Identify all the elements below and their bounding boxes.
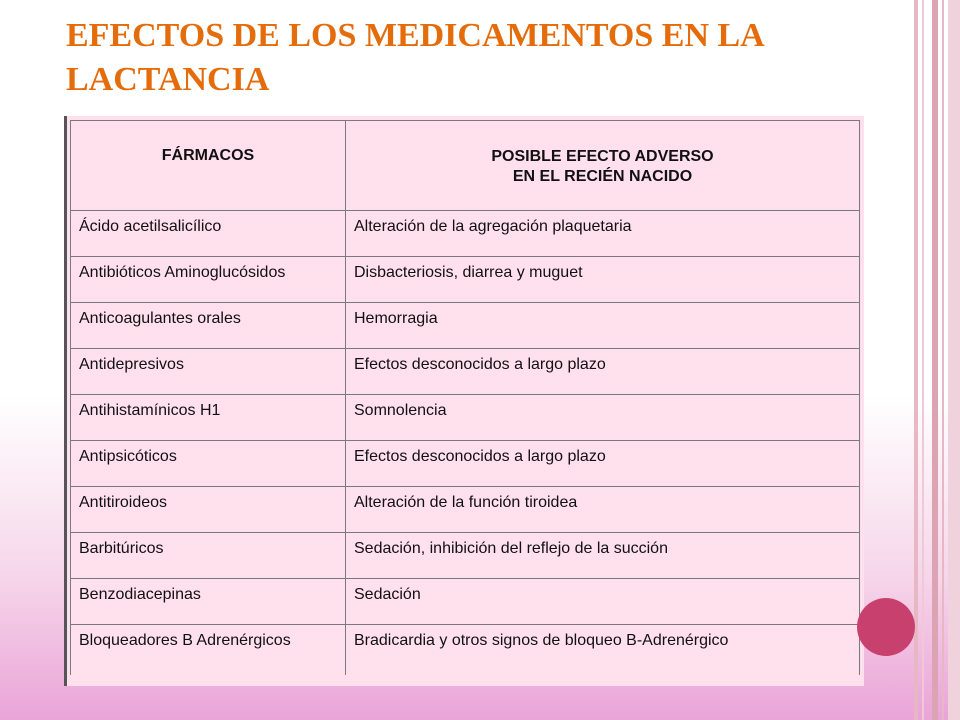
stripe: [948, 0, 960, 720]
effect-cell: Sedación, inhibición del reflejo de la succión: [346, 533, 860, 579]
table-row: [71, 303, 860, 349]
table-row: [71, 211, 860, 257]
effect-cell: Alteración de la agregación plaquetaria: [346, 211, 860, 257]
table-row: [71, 257, 860, 303]
drug-cell: Benzodiacepinas: [71, 579, 346, 625]
effect-cell: Hemorragia: [346, 303, 860, 349]
table-row: [71, 349, 860, 395]
drug-cell: Antihistamínicos H1: [71, 395, 346, 441]
drug-cell: Antipsicóticos: [71, 441, 346, 487]
effect-cell: Sedación: [346, 579, 860, 625]
header-effect-line2: EN EL RECIÉN NACIDO: [512, 168, 693, 185]
drug-effects-table: [70, 120, 860, 675]
effect-cell: Somnolencia: [346, 395, 860, 441]
table-frame: [64, 116, 864, 686]
header-effect-line1: POSIBLE EFECTO ADVERSO: [491, 148, 714, 165]
stripe: [942, 0, 944, 720]
drug-cell: Antibióticos Aminoglucósidos: [71, 257, 346, 303]
table-row: [71, 625, 860, 675]
effect-cell: Alteración de la función tiroidea: [346, 487, 860, 533]
decorative-circle: [857, 598, 915, 656]
effect-cell: Bradicardia y otros signos de bloqueo B-Adrenérgico: [346, 625, 860, 675]
drug-cell: Ácido acetilsalicílico: [71, 211, 346, 257]
table-row: [71, 579, 860, 625]
table-row: [71, 395, 860, 441]
header-adverse-effect: [346, 121, 860, 211]
table-row: [71, 533, 860, 579]
table-header-row: [71, 121, 860, 211]
table-row: [71, 441, 860, 487]
slide-title: EFECTOS DE LOS MEDICAMENTOS EN LA LACTANCIA: [66, 17, 763, 98]
drug-cell: Anticoagulantes orales: [71, 303, 346, 349]
header-drugs: FÁRMACOS: [71, 121, 346, 211]
effect-cell: Efectos desconocidos a largo plazo: [346, 441, 860, 487]
table-row: [71, 487, 860, 533]
effect-cell: Disbacteriosis, diarrea y muguet: [346, 257, 860, 303]
drug-cell: Bloqueadores B Adrenérgicos: [71, 625, 346, 675]
stripe: [932, 0, 938, 720]
drug-cell: Barbitúricos: [71, 533, 346, 579]
stripe: [914, 0, 918, 720]
drug-cell: Antidepresivos: [71, 349, 346, 395]
effect-cell: Efectos desconocidos a largo plazo: [346, 349, 860, 395]
drug-cell: Antitiroideos: [71, 487, 346, 533]
stripe: [922, 0, 924, 720]
right-decorative-stripes: [910, 0, 960, 720]
